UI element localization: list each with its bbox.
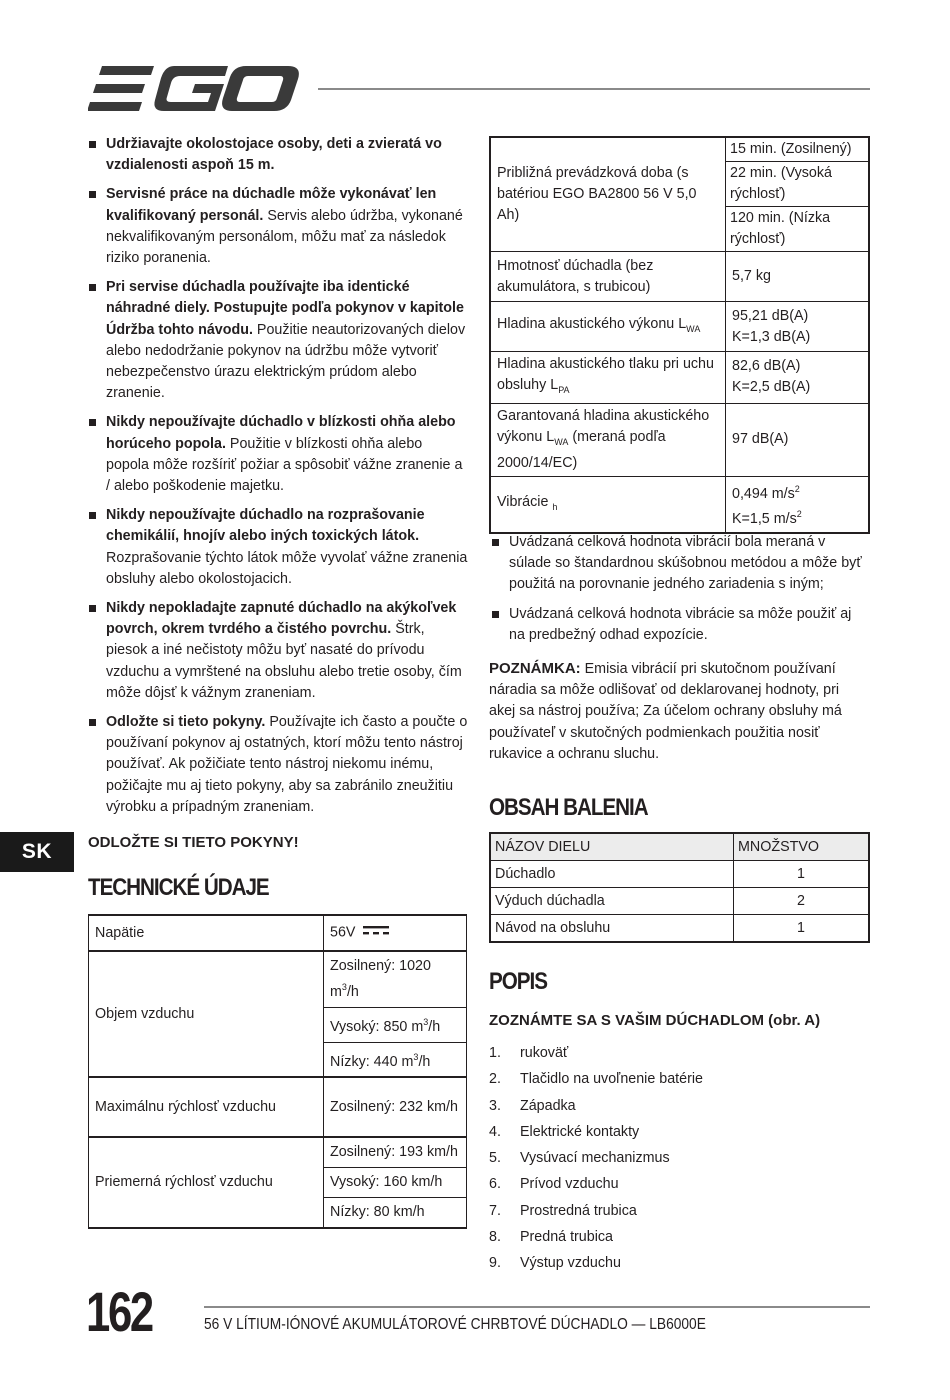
runtime-low: 120 min. (Nízka rýchlosť) <box>726 207 870 252</box>
part-name: Dúchadlo <box>490 861 734 888</box>
description-heading: POPIS <box>489 968 547 995</box>
vibration-value: 0,494 $m/s^2$ K=1,5 $m/s^2$ <box>726 476 870 533</box>
safety-bullet: Nikdy nepoužívajte dúchadlo na rozprašovanie chemikálií, hnojív alebo iných toxických látok. Rozprašovanie týchto látok môže vyvolať vážne zranenia obsluhy alebo okolostojacich. <box>88 505 468 590</box>
list-item: 7. Prostredná trubica <box>489 1202 637 1219</box>
description-subheading: ZOZNÁMTE SA S VAŠIM DÚCHADLOM (obr. A) <box>489 1012 821 1029</box>
list-item: 8. Predná trubica <box>489 1229 613 1246</box>
footer-title: 56 V LÍTIUM-IÓNOVÉ AKUMULÁTOROVÉ CHRBTOVÉ DÚCHADLO — LB6000E <box>204 1316 706 1333</box>
list-item: 2. Tlačidlo na uvoľnenie batérie <box>489 1071 703 1088</box>
sound-pressure-value: 82,6 dB(A) K=2,5 dB(A) <box>726 352 870 404</box>
air-volume-high: Vysoký: 850 $m^3/h$ <box>324 1007 467 1042</box>
vibration-notes <box>491 532 871 654</box>
list-item: 4. Elektrické kontakty <box>489 1123 640 1140</box>
tech-heading: TECHNICKÉ ÚDAJE <box>88 874 269 901</box>
voltage-value: 56V <box>324 915 467 951</box>
sound-power-value: 95,21 dB(A) K=1,3 dB(A) <box>726 302 870 352</box>
left-column <box>88 134 468 853</box>
vibration-bullet: Uvádzaná celková hodnota vibrácií bola meraná v súlade so štandardnou skúšobnou metódou a môže byť použitá na porovnanie jedného zariadenia s iným; <box>491 532 871 596</box>
part-qty: 1 <box>734 915 870 943</box>
list-item: 6. Prívod vzduchu <box>489 1176 619 1193</box>
note-paragraph: POZNÁMKA: Emisia vibrácií pri skutočnom používaní náradia sa môže odlišovať od deklarovanej hodnoty, pri akej sa nástroj používa; Za účelom ochrany obsluhy má používateľ v skutočných podmienkach použitia nosiť rukavice a ochranu sluchu. <box>489 660 842 762</box>
package-col-name: NÁZOV DIELU <box>490 833 734 861</box>
tech-table <box>88 914 467 1229</box>
runtime-turbo: 15 min. (Zosilnený) <box>726 137 870 162</box>
runtime-high: 22 min. (Vysoká rýchlosť) <box>726 162 870 207</box>
avg-speed-high: Vysoký: 160 km/h <box>324 1168 467 1198</box>
avg-speed-label: Priemerná rýchlosť vzduchu <box>89 1137 324 1228</box>
package-table <box>489 832 870 943</box>
keep-instructions: ODLOŽTE SI TIETO POKYNY! <box>88 834 299 852</box>
sound-pressure-label: Hladina akustického tlaku pri uchu obsluhy $L_{PA}$ <box>490 352 726 404</box>
ego-logo <box>88 64 300 112</box>
safety-bullet: Nikdy nepoužívajte dúchadlo v blízkosti ohňa alebo horúceho popola. Použitie v blízkosti ohňa alebo popola môže rozšíriť požiar a spôsobiť vážne zranenie a / alebo poškodenie majetku. <box>88 412 468 497</box>
spec-table <box>489 136 870 534</box>
footer-rule <box>204 1306 870 1308</box>
table-row <box>490 915 869 943</box>
page-number: 162 <box>86 1280 152 1343</box>
safety-bullet: Servisné práce na dúchadle môže vykonávať len kvalifikovaný personál. Servis alebo údržba, vykonané nekvalifikovaným personálom, môžu mať za následok riziko poranenia. <box>88 184 468 269</box>
safety-bullet: Nikdy nepokladajte zapnuté dúchadlo na akýkoľvek povrch, okrem tvrdého a čistého povrchu. Štrk, piesok a iné nečistoty môžu byť nasaté do prívodu vzduchu a vymrštené na obsluhu alebo tretie osoby, čím môže dôjsť k vážnym zraneniam. <box>88 598 468 704</box>
max-speed-label: Maximálnu rýchlosť vzduchu <box>89 1077 324 1137</box>
guaranteed-power-label: Garantovaná hladina akustického výkonu $L_{WA}$ (meraná podľa 2000/14/EC) <box>490 403 726 476</box>
header-rule <box>318 88 870 90</box>
dc-icon <box>363 922 389 943</box>
package-col-qty: MNOŽSTVO <box>734 833 870 861</box>
voltage-label: Napätie <box>89 915 324 951</box>
part-qty: 2 <box>734 888 870 915</box>
guaranteed-power-value: 97 dB(A) <box>726 403 870 476</box>
weight-label: Hmotnosť dúchadla (bez akumulátora, s trubicou) <box>490 252 726 302</box>
table-row <box>490 861 869 888</box>
table-row <box>490 888 869 915</box>
runtime-label: Približná prevádzková doba (s batériou EGO BA2800 56 V 5,0 Ah) <box>490 137 726 252</box>
part-qty: 1 <box>734 861 870 888</box>
air-volume-label: Objem vzduchu <box>89 951 324 1077</box>
safety-bullet: Odložte si tieto pokyny. Používajte ich často a poučte o používaní pokynov aj ostatných, ktorí môžu tento nástroj používať. Ak požičiate tento nástroj niekomu inému, požičajte mu aj tieto pokyny, aby sa zabránilo zneužitiu výrobku a prípadným zraneniam. <box>88 712 468 818</box>
vibration-label: Vibrácie $_h$ <box>490 476 726 533</box>
weight-value: 5,7 kg <box>726 252 870 302</box>
air-volume-turbo: Zosilnený: 1020 $m^3/h$ <box>324 951 467 1007</box>
part-name: Výduch dúchadla <box>490 888 734 915</box>
part-name: Návod na obsluhu <box>490 915 734 943</box>
avg-speed-low: Nízky: 80 km/h <box>324 1198 467 1229</box>
list-item: 5. Vysúvací mechanizmus <box>489 1150 670 1167</box>
avg-speed-turbo: Zosilnený: 193 km/h <box>324 1137 467 1168</box>
list-item: 1. rukoväť <box>489 1045 569 1061</box>
air-volume-low: Nízky: 440 $m^3/h$ <box>324 1042 467 1077</box>
parts-list <box>489 1040 703 1277</box>
list-item: 3. Západka <box>489 1097 576 1114</box>
max-speed-value: Zosilnený: 232 km/h <box>324 1077 467 1137</box>
sound-power-label: Hladina akustického výkonu $L_{WA}$ <box>490 302 726 352</box>
vibration-bullet: Uvádzaná celková hodnota vibrácie sa môže použiť aj na predbežný odhad expozície. <box>491 604 871 646</box>
list-item: 9. Výstup vzduchu <box>489 1255 621 1272</box>
safety-bullet: Udržiavajte okolostojace osoby, deti a zvieratá vo vzdialenosti aspoň 15 m. <box>88 134 468 176</box>
safety-bullet: Pri servise dúchadla používajte iba identické náhradné diely. Postupujte podľa pokynov v kapitole Údržba tohto návodu. Použitie neautorizovaných dielov alebo nedodržanie pokynov na údržbu môže vytvoriť nebezpečenstvo úrazu elektrickým prúdom alebo zranenie. <box>88 277 468 404</box>
package-heading: OBSAH BALENIA <box>489 794 648 821</box>
language-tab: SK <box>0 832 74 872</box>
